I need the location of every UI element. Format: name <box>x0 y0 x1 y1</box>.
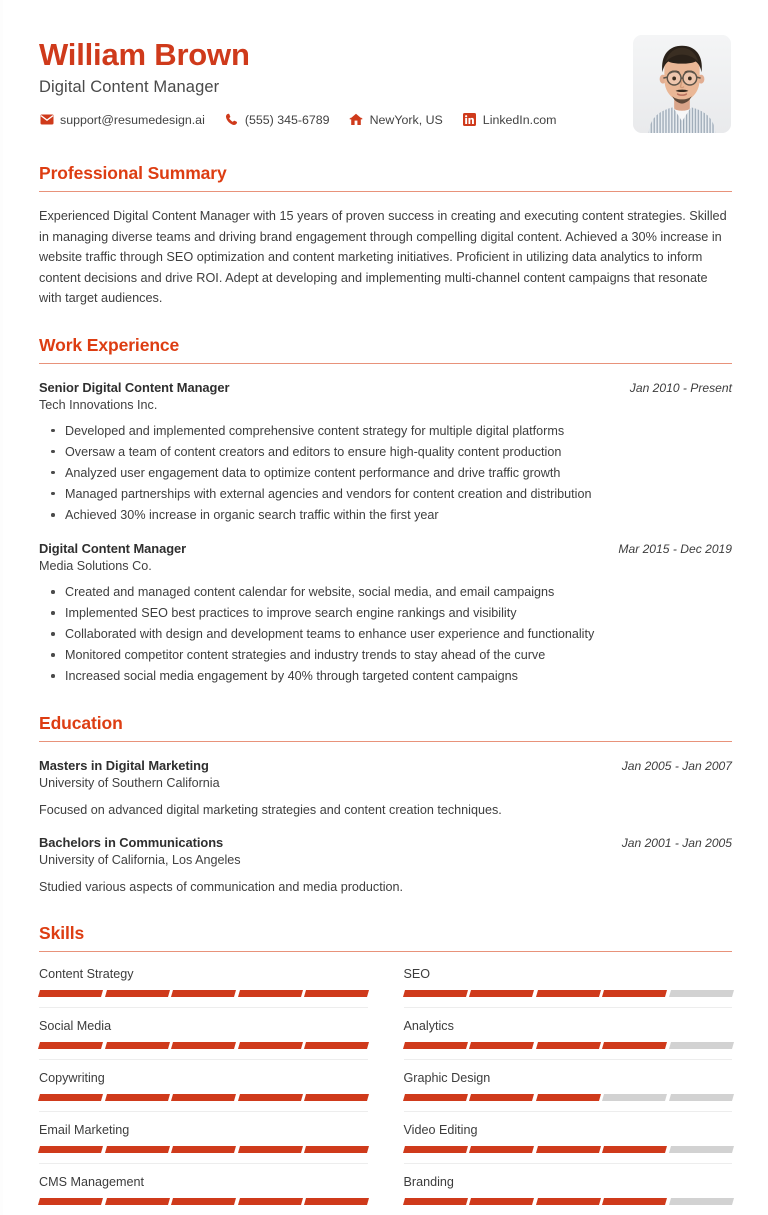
skill-item <box>39 1059 368 1111</box>
skill-level-segment <box>668 1146 733 1153</box>
skill-item <box>404 1007 733 1059</box>
education-entry <box>39 835 732 897</box>
experience-company: Media Solutions Co. <box>39 559 152 574</box>
email-icon <box>39 113 54 127</box>
section-title-education: Education <box>39 713 123 734</box>
skill-level-segment <box>237 990 302 997</box>
skill-item <box>39 955 368 1007</box>
experience-entry <box>39 380 732 526</box>
skill-level-segment <box>104 990 169 997</box>
education-school: University of Southern California <box>39 776 220 791</box>
contact-linkedin[interactable] <box>462 113 557 127</box>
section-divider <box>39 951 732 952</box>
skill-level-segment <box>402 1042 467 1049</box>
skill-level-segment <box>171 1146 236 1153</box>
contact-row <box>39 113 633 127</box>
resume-header <box>39 0 732 133</box>
skill-name: SEO <box>403 967 431 982</box>
skill-level-segment <box>171 1198 236 1205</box>
education-degree: Bachelors in Communications <box>39 835 224 851</box>
education-degree: Masters in Digital Marketing <box>39 758 209 774</box>
skill-level-segment <box>535 1198 600 1205</box>
header-text-block <box>39 33 633 127</box>
skill-level-segment <box>602 1146 667 1153</box>
skill-level-bar <box>39 1198 368 1205</box>
list-item: Developed and implemented comprehensive content strategy for multiple digital platforms <box>65 421 732 442</box>
section-title-skills: Skills <box>39 923 85 944</box>
skill-level-segment <box>535 1146 600 1153</box>
list-item: Implemented SEO best practices to improve search engine rankings and visibility <box>65 603 732 624</box>
skill-level-segment <box>402 990 467 997</box>
skill-level-segment <box>602 1198 667 1205</box>
education-entry-head <box>39 835 732 850</box>
skill-level-segment <box>469 1094 534 1101</box>
skill-item <box>404 1059 733 1111</box>
experience-bullets <box>39 582 732 687</box>
skill-level-segment <box>535 1042 600 1049</box>
skill-level-segment <box>535 990 600 997</box>
education-description: Studied various aspects of communication and media production. <box>39 880 404 895</box>
list-item: Managed partnerships with external agencies and vendors for content creation and distribution <box>65 484 732 505</box>
skill-name: Social Media <box>39 1019 112 1034</box>
profile-photo <box>633 35 731 133</box>
education-entry <box>39 758 732 820</box>
skill-level-segment <box>668 1042 733 1049</box>
skill-level-segment <box>304 1094 369 1101</box>
skill-level-bar <box>404 1146 733 1153</box>
skill-name: Video Editing <box>403 1123 478 1138</box>
experience-entry <box>39 541 732 687</box>
summary-text: Experienced Digital Content Manager with 15 years of proven success in creating and executing content strategies. Skilled in managing diverse teams and driving brand engagement through compelling digital content. Achieved a 30% increase in website traffic through SEO optimization and content marketing initiatives. Proficient in utilizing data analytics to inform content decisions and drive ROI. Adept at developing and implementing multi-channel content campaigns that resonate with target audiences. <box>39 209 727 306</box>
skill-level-segment <box>668 1094 733 1101</box>
education-entry-head <box>39 758 732 773</box>
skill-name: Content Strategy <box>39 967 134 982</box>
list-item: Oversaw a team of content creators and editors to ensure high-quality content production <box>65 442 732 463</box>
section-professional-summary <box>39 163 732 309</box>
skill-level-segment <box>104 1042 169 1049</box>
skill-level-segment <box>38 990 103 997</box>
skill-level-segment <box>402 1094 467 1101</box>
experience-dates: Jan 2010 - Present <box>629 380 732 395</box>
skill-name: Analytics <box>403 1019 454 1034</box>
skill-level-segment <box>469 1146 534 1153</box>
contact-location[interactable] <box>349 113 443 127</box>
contact-location-text: NewYork, US <box>369 112 443 127</box>
skill-level-bar <box>404 990 733 997</box>
section-divider <box>39 191 732 192</box>
skill-level-segment <box>38 1042 103 1049</box>
list-item: Collaborated with design and development teams to enhance user experience and functionality <box>65 624 732 645</box>
skill-level-segment <box>668 1198 733 1205</box>
contact-email-text: support@resumedesign.ai <box>60 112 205 127</box>
skill-level-segment <box>104 1094 169 1101</box>
education-dates: Jan 2001 - Jan 2005 <box>621 836 732 851</box>
skill-level-segment <box>38 1198 103 1205</box>
skill-item <box>39 1007 368 1059</box>
skill-name: Graphic Design <box>403 1071 491 1086</box>
skill-level-bar <box>404 1042 733 1049</box>
skill-level-segment <box>602 990 667 997</box>
skill-name: Branding <box>403 1175 454 1190</box>
skill-level-bar <box>404 1198 733 1205</box>
experience-dates: Mar 2015 - Dec 2019 <box>618 542 732 557</box>
experience-bullets <box>39 421 732 526</box>
list-item: Analyzed user engagement data to optimize content performance and drive traffic growth <box>65 463 732 484</box>
skill-level-segment <box>237 1042 302 1049</box>
skill-item <box>404 1163 733 1215</box>
section-skills <box>39 923 732 1215</box>
skill-level-segment <box>469 1198 534 1205</box>
section-education <box>39 713 732 897</box>
contact-email[interactable] <box>39 113 205 127</box>
section-divider <box>39 741 732 742</box>
list-item: Achieved 30% increase in organic search traffic within the first year <box>65 505 732 526</box>
skill-level-segment <box>602 1094 667 1101</box>
skill-level-bar <box>39 1146 368 1153</box>
contact-phone[interactable] <box>224 113 330 127</box>
skill-level-segment <box>237 1094 302 1101</box>
linkedin-icon <box>462 113 477 127</box>
experience-entry-head <box>39 380 732 395</box>
skill-level-segment <box>304 990 369 997</box>
contact-linkedin-text: LinkedIn.com <box>482 112 557 127</box>
skill-level-bar <box>39 1042 368 1049</box>
skill-level-bar <box>404 1094 733 1101</box>
skill-level-segment <box>304 1198 369 1205</box>
phone-icon <box>224 113 239 127</box>
section-divider <box>39 363 732 364</box>
skill-item <box>404 1111 733 1163</box>
list-item: Increased social media engagement by 40% through targeted content campaigns <box>65 666 732 687</box>
list-item: Created and managed content calendar for website, social media, and email campaigns <box>65 582 732 603</box>
skill-level-segment <box>38 1094 103 1101</box>
skill-level-segment <box>469 1042 534 1049</box>
skill-name: CMS Management <box>39 1175 144 1190</box>
skill-level-segment <box>602 1042 667 1049</box>
skill-name: Copywriting <box>39 1071 105 1086</box>
candidate-name: William Brown <box>39 37 250 72</box>
skill-name: Email Marketing <box>39 1123 130 1138</box>
skill-level-segment <box>237 1146 302 1153</box>
skill-level-segment <box>535 1094 600 1101</box>
skills-grid <box>39 955 732 1215</box>
education-school: University of California, Los Angeles <box>39 853 241 868</box>
skill-level-segment <box>171 1094 236 1101</box>
skill-level-segment <box>104 1146 169 1153</box>
skill-level-segment <box>469 990 534 997</box>
contact-phone-text: (555) 345-6789 <box>244 112 330 127</box>
home-icon <box>349 113 364 127</box>
skill-level-segment <box>171 1042 236 1049</box>
experience-company: Tech Innovations Inc. <box>39 397 158 412</box>
experience-position: Digital Content Manager <box>39 541 187 557</box>
skill-level-segment <box>668 990 733 997</box>
skill-item <box>404 955 733 1007</box>
section-work-experience <box>39 335 732 687</box>
skill-level-segment <box>171 990 236 997</box>
skill-item <box>39 1163 368 1215</box>
skill-level-segment <box>304 1146 369 1153</box>
section-title-experience: Work Experience <box>39 334 180 355</box>
experience-entry-head <box>39 541 732 556</box>
education-dates: Jan 2005 - Jan 2007 <box>621 759 732 774</box>
skill-level-segment <box>402 1198 467 1205</box>
list-item: Monitored competitor content strategies and industry trends to stay ahead of the curve <box>65 645 732 666</box>
experience-position: Senior Digital Content Manager <box>39 379 230 395</box>
skill-level-segment <box>237 1198 302 1205</box>
skill-level-bar <box>39 1094 368 1101</box>
skill-item <box>39 1111 368 1163</box>
skill-level-segment <box>304 1042 369 1049</box>
skill-level-segment <box>402 1146 467 1153</box>
education-description: Focused on advanced digital marketing strategies and content creation techniques. <box>39 803 502 818</box>
skill-level-segment <box>38 1146 103 1153</box>
section-title-summary: Professional Summary <box>39 163 227 183</box>
candidate-job-title: Digital Content Manager <box>39 77 220 96</box>
skill-level-segment <box>104 1198 169 1205</box>
skill-level-bar <box>39 990 368 997</box>
